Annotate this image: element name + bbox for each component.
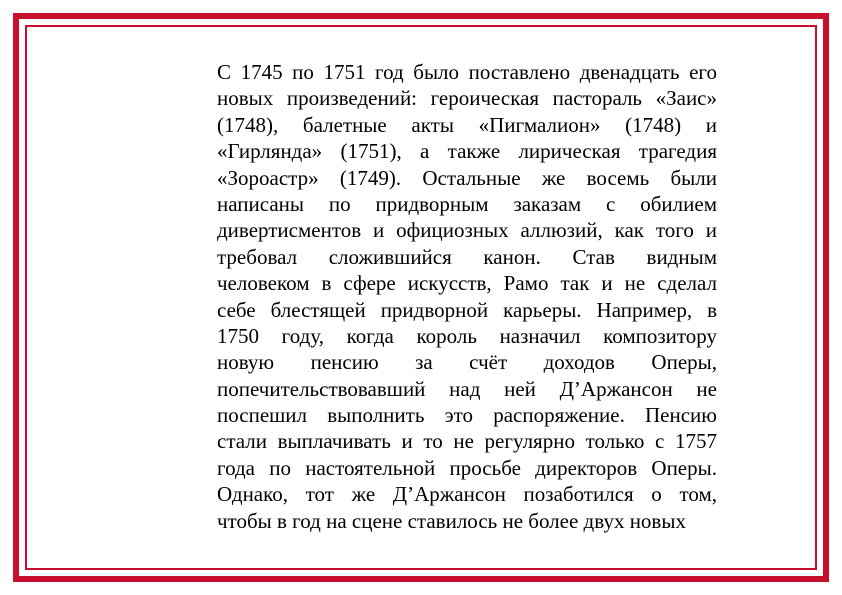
text-line: (1748), балетные акты «Пигмалион» (1748) и	[217, 112, 717, 137]
text-line: С 1745 по 1751 год было поставлено двенадцать его	[217, 60, 717, 84]
text-line: Однако, тот же Д’Аржансон позаботился о том,	[217, 482, 717, 507]
text-line: себе блестящей придворной карьеры. Например, в	[217, 297, 717, 322]
text-line: попечительствовавший над ней Д’Аржансон не	[217, 376, 717, 401]
text-line: 1750 году, когда король назначил композитору	[217, 323, 717, 348]
text-line: «Гирлянда» (1751), а также лирическая трагедия	[217, 139, 717, 164]
text-line: поспешил выполнить это распоряжение. Пенсию	[217, 403, 717, 428]
body-text	[217, 59, 717, 534]
text-line: дивертисментов и официозных аллюзий, как того и	[217, 218, 717, 243]
text-line: чтобы в год на сцене ставилось не более двух новых	[217, 508, 686, 533]
text-line: стали выплачивать и то не регулярно только с 1757	[217, 429, 717, 454]
text-line: написаны по придворным заказам с обилием	[217, 191, 717, 216]
text-line: требовал сложившийся канон. Став видным	[217, 244, 717, 269]
text-line: «Зороастр» (1749). Остальные же восемь были	[217, 165, 717, 190]
text-line: новую пенсию за счёт доходов Оперы,	[217, 350, 717, 375]
text-line: человеком в сфере искусств, Рамо так и не сделал	[217, 271, 717, 296]
text-line: года по настоятельной просьбе директоров Оперы.	[217, 455, 717, 480]
text-line: новых произведений: героическая пастораль «Заис»	[217, 86, 717, 111]
